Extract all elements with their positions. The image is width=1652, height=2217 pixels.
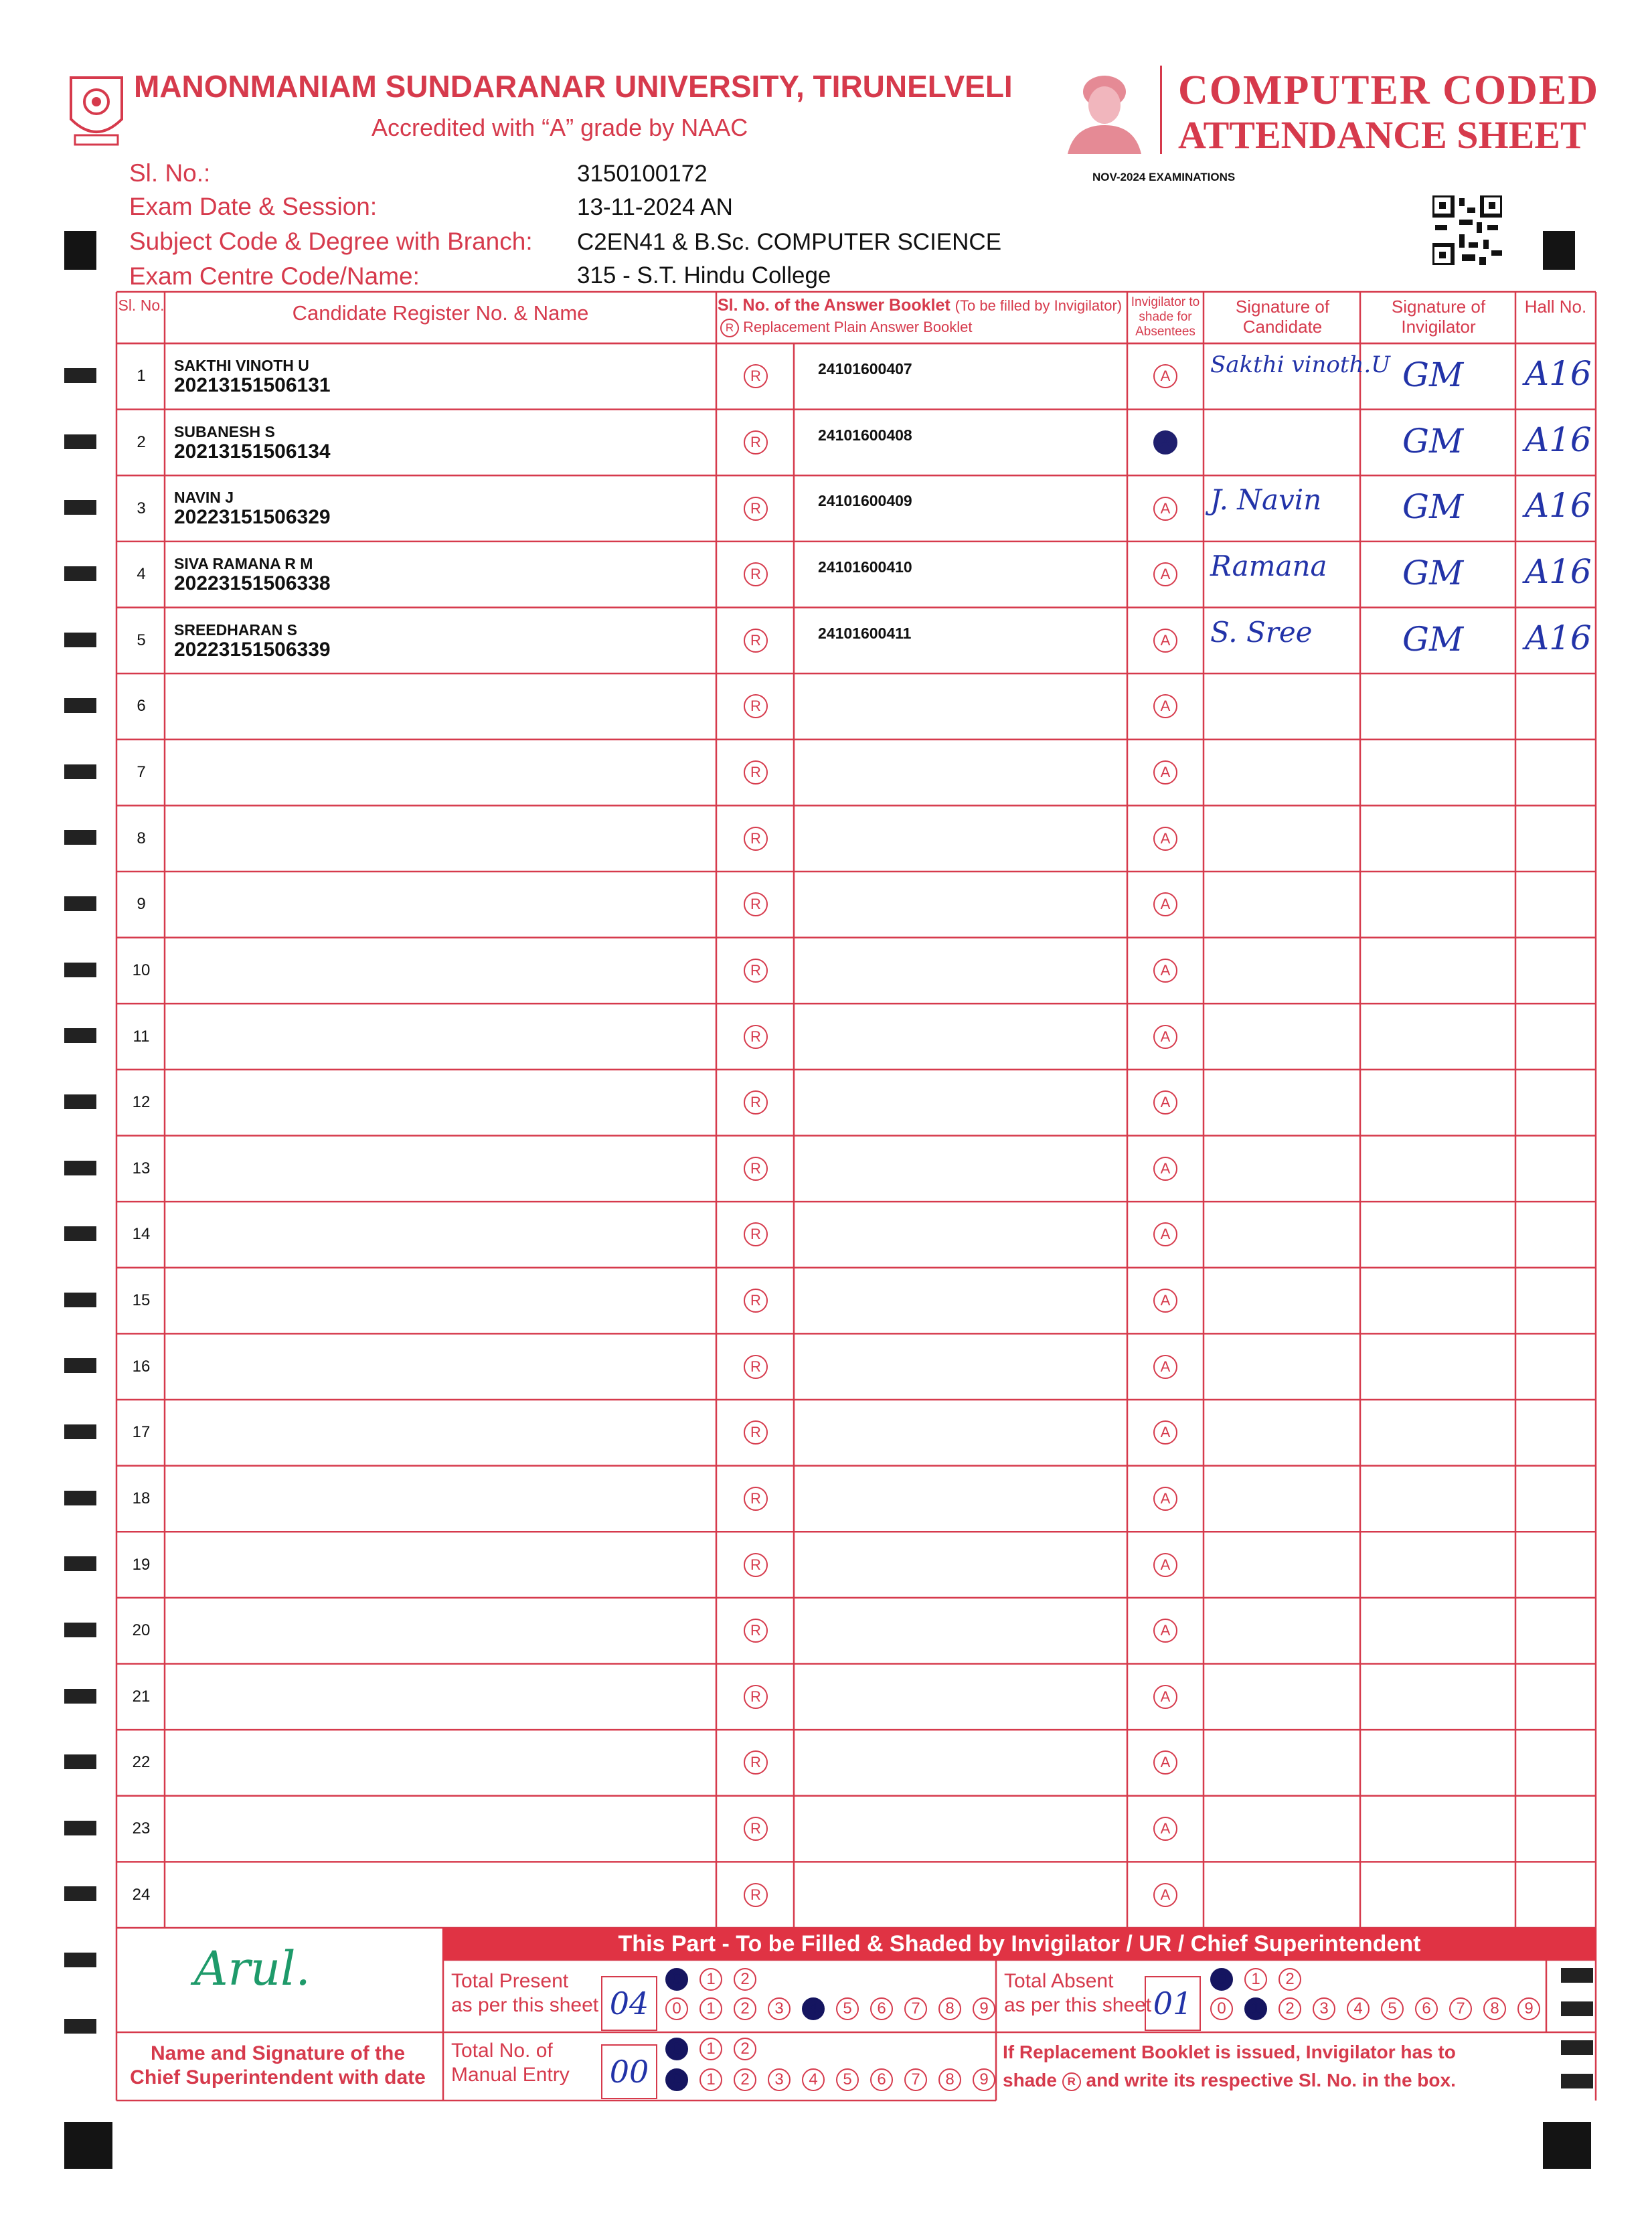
booklet-header-sub (720, 319, 973, 337)
row-number: 19 (132, 1555, 151, 1574)
row-number: 8 (137, 829, 146, 847)
replacement-bubble[interactable]: R (744, 1817, 768, 1841)
absent-bubble[interactable]: A (1153, 1355, 1177, 1379)
replacement-bubble[interactable]: R (744, 562, 768, 586)
answer-booklet-no: 24101600407 (818, 360, 912, 378)
absent-bubble[interactable]: A (1153, 1553, 1177, 1577)
candidate-register-no: 20213151506134 (174, 440, 331, 463)
field-label-exam-date: Exam Date & Session: (129, 193, 378, 220)
absent-bubble[interactable]: A (1153, 1750, 1177, 1775)
col-header-sig-invigilator: Signature of Invigilator (1391, 297, 1486, 337)
replacement-bubble[interactable]: R (744, 1553, 768, 1577)
replacement-bubble[interactable]: R (744, 1420, 768, 1445)
units-digit-bubble[interactable]: 8 (938, 2068, 961, 2091)
replacement-bubble[interactable]: R (744, 694, 768, 718)
hall-no: A16 (1525, 354, 1592, 393)
row-number: 15 (132, 1291, 151, 1310)
manual-entry-line1: Total No. of (451, 2040, 553, 2062)
absent-bubble[interactable]: A (1153, 1817, 1177, 1841)
tens-digit-bubble[interactable]: 0 (1210, 1968, 1233, 1991)
replacement-bubble[interactable]: R (744, 1289, 768, 1313)
units-digit-bubble[interactable]: 1 (699, 1997, 722, 2020)
replacement-bubble[interactable]: R (744, 1750, 768, 1775)
units-digit-bubble[interactable]: 6 (1415, 1997, 1438, 2020)
booklet-header-main: Sl. No. of the Answer Booklet (718, 296, 951, 315)
row-number: 3 (137, 499, 146, 517)
manual-entry-line2: Manual Entry (451, 2064, 570, 2086)
hall-no: A16 (1525, 618, 1592, 657)
answer-booklet-no: 24101600408 (818, 426, 912, 444)
row-number: 18 (132, 1489, 151, 1507)
col-header-absent: Invigilator to shade for Absentees (1131, 295, 1200, 339)
replacement-note-line2 (1003, 2066, 1456, 2095)
candidate-name: SREEDHARAN S (174, 621, 298, 639)
replacement-bubble[interactable]: R (744, 827, 768, 851)
units-digit-bubble[interactable]: 2 (734, 1997, 756, 2020)
replacement-icon: R (720, 319, 739, 337)
tens-digit-bubble[interactable]: 1 (1244, 1968, 1267, 1991)
replacement-note-rest: and write its respective Sl. No. in the box. (1086, 2070, 1456, 2090)
units-digit-bubble[interactable]: 5 (836, 2068, 859, 2091)
total-present-box[interactable]: 04 (601, 1976, 657, 2031)
total-absent-line2: as per this sheet (1004, 1994, 1152, 2016)
row-number: 12 (132, 1093, 151, 1112)
absent-bubble[interactable]: A (1153, 1883, 1177, 1907)
replacement-bubble[interactable]: R (744, 1487, 768, 1511)
candidate-register-no: 20223151506339 (174, 638, 331, 661)
manual-entry-box[interactable]: 00 (601, 2044, 657, 2099)
units-digit-bubble[interactable]: 9 (973, 2068, 995, 2091)
col-header-hall: Hall No. (1524, 297, 1587, 317)
bottom-banner: This Part - To be Filled & Shaded by Invigilator / UR / Chief Superintendent (443, 1928, 1596, 1960)
absent-bubble[interactable]: A (1153, 562, 1177, 586)
hall-no: A16 (1525, 420, 1592, 459)
manual-entry-label (451, 2039, 570, 2087)
replacement-bubble[interactable]: R (744, 364, 768, 388)
answer-booklet-no: 24101600410 (818, 558, 912, 576)
tens-digit-bubble[interactable]: 0 (665, 1968, 688, 1991)
field-value-subject: C2EN41 & B.Sc. COMPUTER SCIENCE (577, 229, 1002, 255)
units-digit-bubble[interactable]: 7 (1449, 1997, 1472, 2020)
row-number: 6 (137, 697, 146, 716)
units-digit-bubble[interactable]: 0 (665, 1997, 688, 2020)
candidate-name: SUBANESH S (174, 422, 275, 440)
row-number: 14 (132, 1225, 151, 1244)
units-digit-bubble[interactable]: 3 (768, 1997, 791, 2020)
units-digit-bubble[interactable]: 7 (904, 1997, 927, 2020)
units-digit-bubble[interactable]: 6 (870, 2068, 893, 2091)
replacement-bubble[interactable]: R (744, 1685, 768, 1709)
absent-bubble[interactable]: A (1153, 760, 1177, 785)
field-label-sl-no: Sl. No.: (129, 159, 211, 187)
absent-bubble[interactable]: A (1153, 892, 1177, 916)
candidate-register-no: 20223151506329 (174, 506, 331, 529)
row-number: 23 (132, 1819, 151, 1838)
col-header-sig-candidate: Signature of Candidate (1235, 297, 1330, 337)
field-label-centre: Exam Centre Code/Name: (129, 262, 420, 290)
candidate-signature: S. Sree (1210, 615, 1313, 649)
total-present-line2: as per this sheet (451, 1994, 599, 2016)
absent-bubble[interactable]: A (1153, 1222, 1177, 1246)
row-number: 9 (137, 895, 146, 914)
units-digit-bubble[interactable]: 4 (802, 2068, 825, 2091)
booklet-sub-label: Replacement Plain Answer Booklet (743, 319, 973, 335)
row-number: 10 (132, 961, 151, 979)
total-absent-box[interactable]: 01 (1145, 1976, 1201, 2031)
university-name: MANONMANIAM SUNDARANAR UNIVERSITY, TIRUNELVELI (134, 69, 1013, 104)
absent-bubble[interactable]: A (1153, 1685, 1177, 1709)
row-number: 20 (132, 1621, 151, 1640)
replacement-bubble[interactable]: R (744, 892, 768, 916)
total-present-label (451, 1969, 598, 2018)
row-number: 13 (132, 1159, 151, 1177)
replacement-bubble[interactable]: R (744, 1355, 768, 1379)
absent-bubble[interactable]: A (1153, 1090, 1177, 1115)
units-digit-bubble[interactable]: 2 (734, 2068, 756, 2091)
replacement-bubble[interactable]: R (744, 1222, 768, 1246)
absent-bubble[interactable]: A (1153, 1025, 1177, 1049)
row-number: 17 (132, 1423, 151, 1442)
field-value-centre: 315 - S.T. Hindu College (577, 262, 831, 289)
units-digit-bubble[interactable]: 9 (1517, 1997, 1540, 2020)
replacement-bubble[interactable]: R (744, 1157, 768, 1181)
absent-bubble[interactable]: A (1153, 959, 1177, 983)
candidate-register-no: 20213151506131 (174, 374, 331, 396)
replacement-bubble[interactable]: R (744, 760, 768, 785)
chief-label-line2: Chief Superintendent with date (130, 2066, 426, 2088)
tens-digit-bubble[interactable]: 1 (699, 1968, 722, 1991)
absent-bubble[interactable]: A (1153, 497, 1177, 521)
candidate-signature: Ramana (1210, 549, 1327, 582)
chief-signature: Arul. (194, 1941, 311, 1996)
invigilator-signature: GM (1402, 487, 1464, 527)
replacement-note (1003, 2038, 1456, 2095)
invigilator-signature: GM (1402, 355, 1464, 394)
total-absent-line1: Total Absent (1004, 1970, 1114, 1992)
row-number: 1 (137, 367, 146, 386)
units-digit-bubble[interactable]: 3 (1313, 1997, 1335, 2020)
units-digit-bubble[interactable]: 3 (768, 2068, 791, 2091)
col-header-booklet (718, 296, 1127, 315)
units-digit-bubble[interactable]: 4 (802, 1997, 825, 2020)
replacement-bubble[interactable]: R (744, 629, 768, 653)
replacement-icon: R (1062, 2072, 1081, 2091)
absent-bubble[interactable]: A (1153, 1619, 1177, 1643)
units-digit-bubble[interactable]: 7 (904, 2068, 927, 2091)
chief-superintendent-label (117, 2042, 438, 2090)
replacement-bubble[interactable]: R (744, 430, 768, 455)
replacement-bubble[interactable]: R (744, 1619, 768, 1643)
row-number: 4 (137, 565, 146, 584)
field-value-sl-no: 3150100172 (577, 161, 708, 187)
total-present-line1: Total Present (451, 1970, 569, 1992)
units-digit-bubble[interactable]: 2 (1278, 1997, 1301, 2020)
units-digit-bubble[interactable]: 6 (870, 1997, 893, 2020)
absent-bubble[interactable]: A (1153, 1289, 1177, 1313)
replacement-bubble[interactable]: R (744, 1025, 768, 1049)
tens-digit-bubble[interactable]: 2 (734, 2038, 756, 2060)
booklet-header-note: (To be filled by Invigilator) (955, 297, 1123, 314)
candidate-name: SAKTHI VINOTH U (174, 357, 309, 374)
units-digit-bubble[interactable]: 8 (938, 1997, 961, 2020)
candidate-name: SIVA RAMANA R M (174, 554, 313, 572)
absent-bubble[interactable]: A (1153, 430, 1177, 455)
replacement-note-line1: If Replacement Booklet is issued, Invigilator has to (1003, 2042, 1456, 2062)
absent-bubble[interactable]: A (1153, 629, 1177, 653)
invigilator-signature: GM (1402, 553, 1464, 592)
units-digit-bubble[interactable]: 9 (973, 1997, 995, 2020)
row-number: 2 (137, 432, 146, 451)
hall-no: A16 (1525, 552, 1592, 591)
answer-booklet-no: 24101600409 (818, 492, 912, 510)
candidate-name: NAVIN J (174, 489, 234, 507)
units-digit-bubble[interactable]: 1 (699, 2068, 722, 2091)
invigilator-signature: GM (1402, 619, 1464, 659)
sheet-title-line2: ATTENDANCE SHEET (1178, 113, 1586, 157)
tens-digit-bubble[interactable]: 0 (665, 2038, 688, 2060)
row-number: 16 (132, 1357, 151, 1376)
total-absent-label (1004, 1969, 1151, 2018)
candidate-signature: J. Navin (1210, 483, 1322, 517)
row-number: 21 (132, 1687, 151, 1706)
row-number: 7 (137, 763, 146, 782)
field-value-exam-date: 13-11-2024 AN (577, 194, 733, 220)
row-number: 11 (133, 1027, 150, 1046)
replacement-bubble[interactable]: R (744, 1883, 768, 1907)
absent-bubble[interactable]: A (1153, 1420, 1177, 1445)
tens-digit-bubble[interactable]: 2 (734, 1968, 756, 1991)
hall-no: A16 (1525, 486, 1592, 525)
field-label-subject: Subject Code & Degree with Branch: (129, 228, 533, 255)
candidate-register-no: 20223151506338 (174, 572, 331, 594)
examination-session: NOV-2024 EXAMINATIONS (1092, 171, 1236, 183)
sheet-title-line1: COMPUTER CODED (1178, 68, 1600, 113)
units-digit-bubble[interactable]: 5 (1381, 1997, 1404, 2020)
replacement-bubble[interactable]: R (744, 1090, 768, 1115)
tens-digit-bubble[interactable]: 1 (699, 2038, 722, 2060)
absent-bubble[interactable]: A (1153, 1157, 1177, 1181)
units-digit-bubble[interactable]: 0 (1210, 1997, 1233, 2020)
chief-label-line1: Name and Signature of the (150, 2042, 406, 2064)
absent-bubble[interactable]: A (1153, 1487, 1177, 1511)
replacement-note-shade: shade (1003, 2070, 1057, 2090)
units-digit-bubble[interactable]: 0 (665, 2068, 688, 2091)
units-digit-bubble[interactable]: 5 (836, 1997, 859, 2020)
units-digit-bubble[interactable]: 4 (1347, 1997, 1370, 2020)
units-digit-bubble[interactable]: 1 (1244, 1997, 1267, 2020)
row-number: 24 (132, 1885, 151, 1904)
col-header-slno: Sl. No. (118, 297, 165, 314)
answer-booklet-no: 24101600411 (818, 624, 912, 642)
absent-bubble[interactable]: A (1153, 694, 1177, 718)
tens-digit-bubble[interactable]: 2 (1278, 1968, 1301, 1991)
replacement-bubble[interactable]: R (744, 959, 768, 983)
absent-bubble[interactable]: A (1153, 364, 1177, 388)
col-header-candidate: Candidate Register No. & Name (292, 301, 589, 325)
accreditation: Accredited with “A” grade by NAAC (371, 114, 748, 141)
replacement-bubble[interactable]: R (744, 497, 768, 521)
row-number: 22 (132, 1753, 151, 1772)
absent-bubble[interactable]: A (1153, 827, 1177, 851)
row-number: 5 (137, 631, 146, 649)
candidate-signature: Sakthi vinoth.U (1210, 351, 1390, 378)
invigilator-signature: GM (1402, 421, 1464, 461)
units-digit-bubble[interactable]: 8 (1483, 1997, 1506, 2020)
